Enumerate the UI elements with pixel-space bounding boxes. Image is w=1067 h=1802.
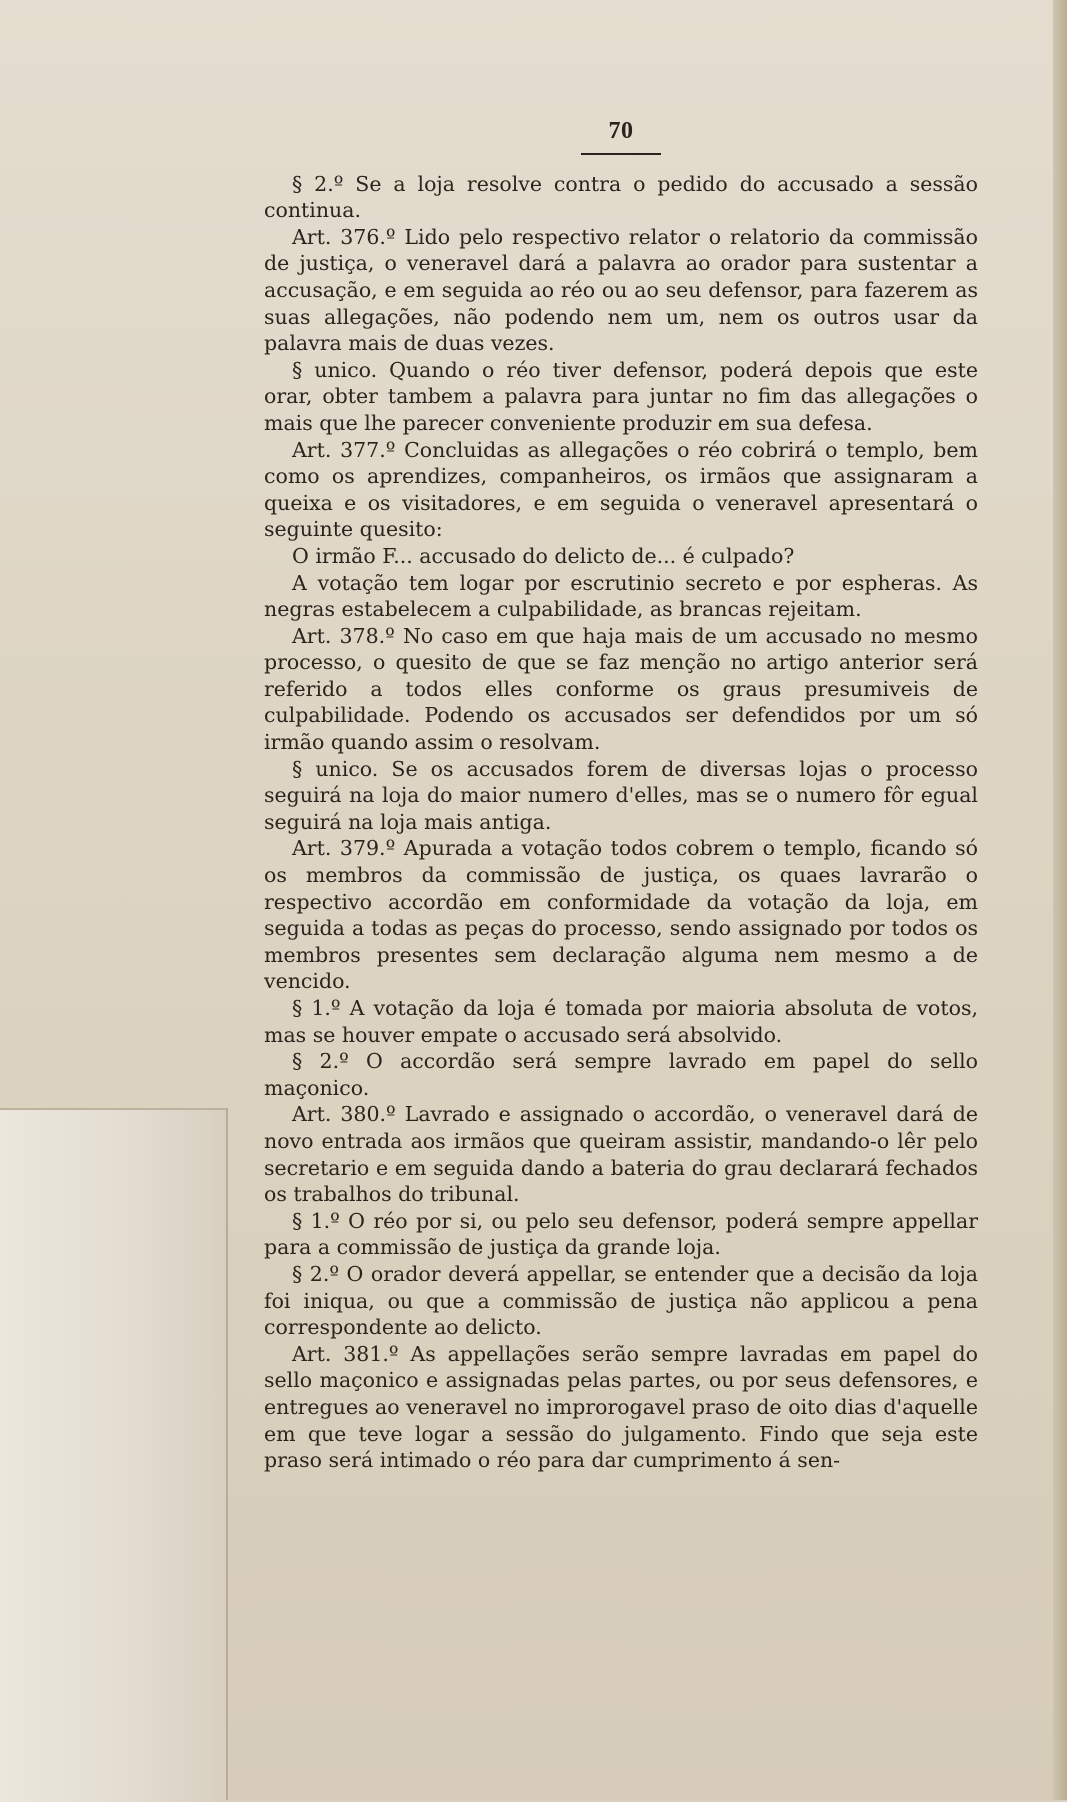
page-right-edge bbox=[1053, 0, 1067, 1800]
paragraph-sec2-continua: § 2.º Se a loja resolve contra o pedido do accusado a sessão continua. bbox=[264, 171, 978, 223]
paragraph-sec1-appellar: § 1.º O réo por si, ou pelo seu defensor, poderá sempre appellar para a commissão de justiça da grande loja. bbox=[264, 1208, 978, 1260]
page-number: 70 bbox=[608, 118, 634, 144]
paragraph-sec2-orador: § 2.º O orador deverá appellar, se entender que a decisão da loja foi iniqua, ou que a commissão de justiça não applicou a pena correspondente ao delicto. bbox=[264, 1261, 978, 1340]
paragraph-art-378: Art. 378.º No caso em que haja mais de um accusado no mesmo processo, o quesito de que se faz menção no artigo anterior será referido a todos elles conforme os graus presumiveis de culpabilidade. Podendo os accusados ser defendidos por um só irmão quando assim o resolvam. bbox=[264, 623, 978, 755]
paragraph-art-377: Art. 377.º Concluidas as allegações o réo cobrirá o templo, bem como os aprendizes, companheiros, os irmãos que assignaram a queixa e os visitadores, e em seguida o veneravel apresentará o seguinte quesito: bbox=[264, 437, 978, 542]
paragraph-sec-unico-lojas: § unico. Se os accusados forem de diversas lojas o processo seguirá na loja do maior numero d'elles, mas se o numero fôr egual seguirá na loja mais antiga. bbox=[264, 756, 978, 834]
paragraph-votacao: A votação tem logar por escrutinio secreto e por espheras. As negras estabelecem a culpabilidade, as brancas rejeitam. bbox=[264, 570, 978, 622]
page-text bbox=[264, 118, 978, 1474]
paragraph-sec2-sello: § 2.º O accordão será sempre lavrado em papel do sello maçonico. bbox=[264, 1049, 978, 1100]
paragraph-sec1-maioria: § 1.º A votação da loja é tomada por maioria absoluta de votos, mas se houver empate o accusado será absolvido. bbox=[264, 996, 978, 1047]
paragraph-sec-unico-defensor: § unico. Quando o réo tiver defensor, poderá depois que este orar, obter tambem a palavra para juntar no fim das allegações o mais que lhe parecer conveniente produzir em sua defesa. bbox=[264, 357, 978, 435]
page-number-rule bbox=[581, 153, 661, 155]
paragraph-art-381: Art. 381.º As appellações serão sempre lavradas em papel do sello maçonico e assignadas pelas partes, ou por seus defensores, e entregues ao veneravel no improrogavel praso de oito dias d'aquelle em que teve logar a sessão do julgamento. Findo que seja este praso será intimado o réo para dar cumprimento á sen- bbox=[264, 1341, 978, 1473]
page-fold-edge bbox=[226, 1108, 228, 1800]
paragraph-art-379: Art. 379.º Apurada a votação todos cobrem o templo, ficando só os membros da commissão de justiça, os quaes lavrarão o respectivo accordão em conformidade da votação da loja, em seguida a todas as peças do processo, sendo assignado por todos os membros presentes sem declaração alguma nem mesmo a de vencido. bbox=[264, 836, 978, 994]
underlying-sheet bbox=[0, 1108, 226, 1802]
paragraph-quesito: O irmão F... accusado do delicto de... é culpado? bbox=[292, 543, 795, 568]
paragraph-art-376: Art. 376.º Lido pelo respectivo relator o relatorio da commissão de justiça, o veneravel dará a palavra ao orador para sustentar a accusação, e em seguida ao réo ou ao seu defensor, para fazerem as suas allegações, não podendo nem um, nem os outros usar da palavra mais de duas vezes. bbox=[264, 224, 978, 356]
paragraph-art-380: Art. 380.º Lavrado e assignado o accordão, o veneravel dará de novo entrada aos irmãos que queiram assistir, mandando-o lêr pelo secretario e em seguida dando a bateria do grau declarará fechados os trabalhos do tribunal. bbox=[264, 1102, 978, 1207]
